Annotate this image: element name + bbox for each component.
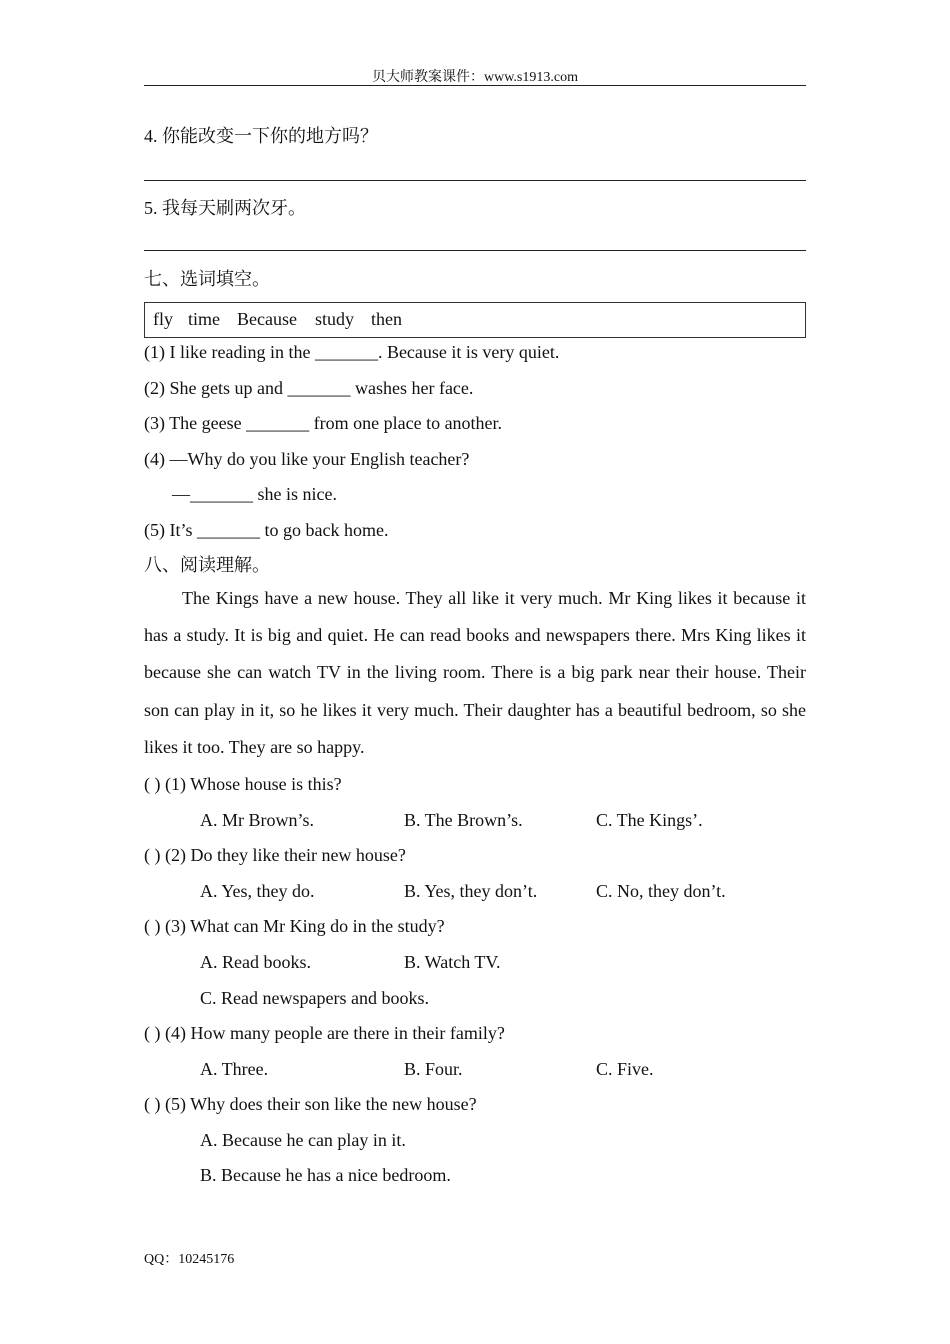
page-header: 贝大师教案课件：www.s1913.com: [372, 70, 578, 85]
option-a: A. Because he can play in it.: [200, 1130, 406, 1150]
word-bank-item: Because: [237, 309, 297, 329]
translation-q4: 4. 你能改变一下你的地方吗？: [144, 126, 378, 146]
option-a: A. Read books.: [200, 952, 311, 972]
option-a: A. Mr Brown’s.: [200, 810, 315, 830]
option-b: B. Because he has a nice bedroom.: [200, 1165, 451, 1185]
option-c: C. Read newspapers and books.: [200, 988, 429, 1008]
fill-item-2: (2) She gets up and _______ washes her face.: [144, 378, 474, 398]
page-footer: QQ：10245176: [144, 1252, 235, 1267]
question-2: ( ) (2) Do they like their new house?: [144, 845, 406, 865]
option-c: C. Five.: [596, 1059, 654, 1079]
word-bank-item: study: [315, 309, 355, 329]
fill-item-5: (5) It’s _______ to go back home.: [144, 520, 389, 540]
translation-q5: 5. 我每天刷两次牙。: [144, 198, 306, 218]
word-bank: [144, 302, 806, 338]
option-b: B. Four.: [404, 1059, 463, 1079]
option-c: C. No, they don’t.: [596, 881, 726, 901]
option-b: B. The Brown’s.: [404, 810, 523, 830]
fill-item-4-answer: —_______ she is nice.: [172, 484, 337, 504]
question-5: ( ) (5) Why does their son like the new house?: [144, 1094, 477, 1114]
option-a: A. Three.: [200, 1059, 269, 1079]
fill-item-4: (4) —Why do you like your English teacher?: [144, 449, 470, 469]
header-divider: [144, 85, 806, 86]
option-a: A. Yes, they do.: [200, 881, 315, 901]
question-4: ( ) (4) How many people are there in their family?: [144, 1023, 505, 1043]
fill-item-3: (3) The geese _______ from one place to another.: [144, 413, 503, 433]
word-bank-item: time: [188, 309, 220, 329]
section8-title: 八、阅读理解。: [144, 555, 270, 575]
answer-line-q5: [144, 250, 806, 251]
word-bank-item: fly: [153, 309, 173, 329]
word-bank-item: then: [371, 309, 402, 329]
reading-passage: The Kings have a new house. They all like it very much. Mr King likes it because it has a study. It is big and quiet. He can read books and newspapers there. Mrs King likes it because she can watch TV in the living room. There is a big park near their house. Their son can play in it, so he likes it very much. Their daughter has a beautiful bedroom, so she likes it too. They are so happy.: [144, 588, 806, 757]
option-b: B. Yes, they don’t.: [404, 881, 538, 901]
fill-item-1: (1) I like reading in the _______. Because it is very quiet.: [144, 342, 560, 362]
section7-title: 七、选词填空。: [144, 269, 270, 289]
option-b: B. Watch TV.: [404, 952, 501, 972]
question-1: ( ) (1) Whose house is this?: [144, 774, 342, 794]
question-3: ( ) (3) What can Mr King do in the study?: [144, 916, 445, 936]
answer-line-q4: [144, 180, 806, 181]
option-c: C. The Kings’.: [596, 810, 703, 830]
